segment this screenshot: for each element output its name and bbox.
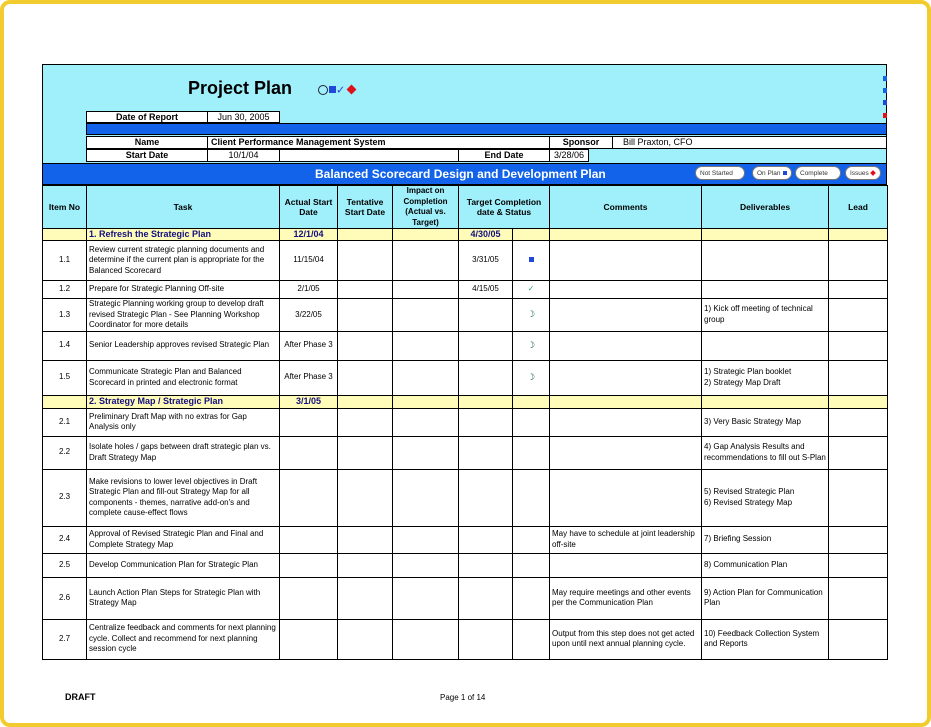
table-row bbox=[43, 241, 888, 281]
task-cell[interactable]: Centralize feedback and comments for next planning cycle. Collect and recommend for next planning session cycle bbox=[87, 619, 280, 659]
item-no: 2.4 bbox=[43, 526, 87, 553]
legend-on-plan bbox=[752, 166, 792, 180]
col-comments: Comments bbox=[550, 186, 702, 229]
actual-start-cell[interactable] bbox=[280, 553, 338, 577]
item-no: 2.7 bbox=[43, 619, 87, 659]
task-cell[interactable]: Preliminary Draft Map with no extras for Gap Analysis only bbox=[87, 408, 280, 436]
red-diamond-icon bbox=[347, 85, 357, 95]
col-deliverables: Deliverables bbox=[702, 186, 829, 229]
section-cell bbox=[550, 229, 702, 241]
legend-not-started bbox=[695, 166, 745, 180]
legend-on-plan-label: On Plan bbox=[757, 170, 781, 177]
table-row bbox=[43, 360, 888, 395]
section-cell bbox=[829, 229, 888, 241]
banner-title: Balanced Scorecard Design and Development Plan bbox=[315, 167, 606, 181]
status-cell bbox=[513, 360, 550, 395]
task-cell[interactable]: Make revisions to lower level objectives in Draft Strategic Plan and fill-out Strategy Map for all components - themes, narrative add-on's and complete cause-effect flows bbox=[87, 469, 280, 526]
impact-cell[interactable] bbox=[393, 299, 459, 332]
tentative-start-cell[interactable] bbox=[338, 436, 393, 469]
target-cell[interactable] bbox=[459, 436, 513, 469]
footer-page-number: Page 1 of 14 bbox=[440, 693, 486, 702]
section-blank bbox=[43, 395, 87, 408]
status-cell bbox=[513, 436, 550, 469]
table-row bbox=[43, 577, 888, 619]
half-moon-icon: ☽ bbox=[526, 339, 536, 350]
target-cell[interactable] bbox=[459, 408, 513, 436]
actual-start-cell[interactable]: 11/15/04 bbox=[280, 241, 338, 281]
col-task: Task bbox=[87, 186, 280, 229]
impact-cell[interactable] bbox=[393, 436, 459, 469]
section-cell bbox=[513, 229, 550, 241]
lead-cell[interactable] bbox=[829, 331, 888, 360]
tentative-start-cell[interactable] bbox=[338, 281, 393, 299]
table-row bbox=[43, 553, 888, 577]
footer-draft: DRAFT bbox=[65, 692, 96, 702]
target-cell[interactable] bbox=[459, 360, 513, 395]
status-cell bbox=[513, 408, 550, 436]
item-no: 2.3 bbox=[43, 469, 87, 526]
end-date-label: End Date bbox=[458, 149, 550, 162]
lead-cell[interactable] bbox=[829, 241, 888, 281]
status-cell bbox=[513, 577, 550, 619]
check-icon: ✓ bbox=[527, 284, 535, 294]
date-of-report-value[interactable]: Jun 30, 2005 bbox=[207, 111, 280, 123]
table-header-row bbox=[43, 186, 888, 229]
item-no: 2.5 bbox=[43, 553, 87, 577]
impact-cell[interactable] bbox=[393, 241, 459, 281]
tentative-start-cell[interactable] bbox=[338, 619, 393, 659]
table-row bbox=[43, 469, 888, 526]
task-cell[interactable]: Launch Action Plan Steps for Strategic Plan with Strategy Map bbox=[87, 577, 280, 619]
blue-square-icon bbox=[529, 257, 534, 262]
col-actual-start: Actual Start Date bbox=[280, 186, 338, 229]
task-cell[interactable]: Senior Leadership approves revised Strategic Plan bbox=[87, 331, 280, 360]
lead-cell[interactable] bbox=[829, 469, 888, 526]
comments-cell[interactable] bbox=[550, 436, 702, 469]
tentative-start-cell[interactable] bbox=[338, 331, 393, 360]
section-cell bbox=[829, 395, 888, 408]
lead-cell[interactable] bbox=[829, 408, 888, 436]
status-cell bbox=[513, 241, 550, 281]
tentative-start-cell[interactable] bbox=[338, 526, 393, 553]
deliverables-cell[interactable]: 7) Briefing Session bbox=[702, 526, 829, 553]
lead-cell[interactable] bbox=[829, 436, 888, 469]
tentative-start-cell[interactable] bbox=[338, 360, 393, 395]
half-moon-icon: ☽ bbox=[526, 309, 536, 319]
target-cell[interactable] bbox=[459, 577, 513, 619]
col-lead: Lead bbox=[829, 186, 888, 229]
item-no: 2.6 bbox=[43, 577, 87, 619]
status-cell bbox=[513, 619, 550, 659]
table-row bbox=[43, 408, 888, 436]
section-target: 4/30/05 bbox=[459, 229, 513, 241]
circle-icon bbox=[318, 85, 328, 95]
target-cell[interactable]: 3/31/05 bbox=[459, 241, 513, 281]
start-date-value[interactable]: 10/1/04 bbox=[207, 149, 280, 162]
actual-start-cell[interactable]: 2/1/05 bbox=[280, 281, 338, 299]
deliverables-cell[interactable]: 3) Very Basic Strategy Map bbox=[702, 408, 829, 436]
status-cell bbox=[513, 281, 550, 299]
item-no: 1.3 bbox=[43, 299, 87, 332]
item-no: 1.5 bbox=[43, 360, 87, 395]
tentative-start-cell[interactable] bbox=[338, 469, 393, 526]
legend-issues bbox=[845, 166, 881, 180]
deliverables-cell[interactable] bbox=[702, 331, 829, 360]
deliverables-cell[interactable]: 1) Kick off meeting of technical group bbox=[702, 299, 829, 332]
edge-marker-blue bbox=[883, 88, 887, 93]
deliverables-cell[interactable]: 9) Action Plan for Communication Plan bbox=[702, 577, 829, 619]
lead-cell[interactable] bbox=[829, 281, 888, 299]
comments-cell[interactable] bbox=[550, 331, 702, 360]
lead-cell[interactable] bbox=[829, 619, 888, 659]
deliverables-cell[interactable]: 8) Communication Plan bbox=[702, 553, 829, 577]
deliverables-cell[interactable] bbox=[702, 281, 829, 299]
comments-cell[interactable] bbox=[550, 469, 702, 526]
lead-cell[interactable] bbox=[829, 553, 888, 577]
status-cell bbox=[513, 553, 550, 577]
col-impact: Impact on Completion (Actual vs. Target) bbox=[393, 186, 459, 229]
impact-cell[interactable] bbox=[393, 619, 459, 659]
section-cell bbox=[393, 229, 459, 241]
check-icon: ✓ bbox=[336, 84, 346, 97]
lead-cell[interactable] bbox=[829, 577, 888, 619]
date-of-report-label: Date of Report bbox=[86, 111, 208, 123]
table-row bbox=[43, 299, 888, 332]
item-no: 1.2 bbox=[43, 281, 87, 299]
section-cell bbox=[702, 395, 829, 408]
start-date-spacer bbox=[279, 149, 459, 162]
status-cell bbox=[513, 299, 550, 332]
task-cell[interactable]: Strategic Planning working group to develop draft revised Strategic Plan - See Planning Workshop Coordinator for more details bbox=[87, 299, 280, 332]
actual-start-cell[interactable] bbox=[280, 469, 338, 526]
edge-marker-blue bbox=[883, 76, 887, 81]
project-plan-table bbox=[42, 185, 888, 660]
red-diamond-icon bbox=[870, 170, 876, 176]
tentative-start-cell[interactable] bbox=[338, 299, 393, 332]
target-cell[interactable] bbox=[459, 619, 513, 659]
edge-marker-blue bbox=[883, 100, 887, 105]
impact-cell[interactable] bbox=[393, 526, 459, 553]
col-target: Target Completion date & Status bbox=[459, 186, 550, 229]
deliverables-cell[interactable]: 1) Strategic Plan booklet 2) Strategy Map Draft bbox=[702, 360, 829, 395]
impact-cell[interactable] bbox=[393, 408, 459, 436]
comments-cell[interactable]: May require meetings and other events per the Communication Plan bbox=[550, 577, 702, 619]
actual-start-cell[interactable] bbox=[280, 408, 338, 436]
legend-complete bbox=[795, 166, 841, 180]
actual-start-cell[interactable] bbox=[280, 436, 338, 469]
page-title: Project Plan bbox=[188, 78, 293, 98]
start-date-label: Start Date bbox=[86, 149, 208, 162]
task-cell[interactable]: Prepare for Strategic Planning Off-site bbox=[87, 281, 280, 299]
task-cell[interactable]: Isolate holes / gaps between draft strategic plan vs. Draft Strategy Map bbox=[87, 436, 280, 469]
deliverables-cell[interactable] bbox=[702, 241, 829, 281]
comments-cell[interactable] bbox=[550, 360, 702, 395]
status-cell bbox=[513, 331, 550, 360]
legend-complete-label: Complete bbox=[800, 170, 828, 177]
item-no: 1.4 bbox=[43, 331, 87, 360]
section-cell bbox=[338, 229, 393, 241]
blue-square-icon bbox=[329, 86, 336, 93]
target-cell[interactable] bbox=[459, 553, 513, 577]
lead-cell[interactable] bbox=[829, 299, 888, 332]
task-cell[interactable]: Approval of Revised Strategic Plan and Final and Complete Strategy Map bbox=[87, 526, 280, 553]
actual-start-cell[interactable] bbox=[280, 619, 338, 659]
col-item-no: Item No bbox=[43, 186, 87, 229]
deliverables-cell[interactable]: 10) Feedback Collection System and Reports bbox=[702, 619, 829, 659]
comments-cell[interactable] bbox=[550, 408, 702, 436]
section-cell bbox=[338, 395, 393, 408]
status-cell bbox=[513, 526, 550, 553]
comments-cell[interactable] bbox=[550, 241, 702, 281]
section-cell bbox=[550, 395, 702, 408]
item-no: 1.1 bbox=[43, 241, 87, 281]
section-row bbox=[43, 395, 888, 408]
item-no: 2.2 bbox=[43, 436, 87, 469]
status-legend-icons bbox=[318, 82, 355, 96]
name-label: Name bbox=[86, 136, 208, 149]
status-cell bbox=[513, 469, 550, 526]
lead-cell[interactable] bbox=[829, 360, 888, 395]
col-tentative-start: Tentative Start Date bbox=[338, 186, 393, 229]
edge-marker-red bbox=[883, 113, 887, 118]
legend-issues-label: Issues bbox=[850, 170, 869, 177]
tentative-start-cell[interactable] bbox=[338, 577, 393, 619]
deliverables-cell[interactable]: 5) Revised Strategic Plan 6) Revised Strategy Map bbox=[702, 469, 829, 526]
deliverables-cell[interactable]: 4) Gap Analysis Results and recommendations to fill out S-Plan bbox=[702, 436, 829, 469]
section-row bbox=[43, 229, 888, 241]
legend-not-started-label: Not Started bbox=[700, 170, 733, 177]
tentative-start-cell[interactable] bbox=[338, 553, 393, 577]
section-label: 2. Strategy Map / Strategic Plan bbox=[87, 395, 280, 408]
sponsor-value[interactable]: Bill Praxton, CFO bbox=[612, 136, 887, 149]
table-row bbox=[43, 526, 888, 553]
section-label: 1. Refresh the Strategic Plan bbox=[87, 229, 280, 241]
end-date-value[interactable]: 3/28/06 bbox=[549, 149, 589, 162]
task-cell[interactable]: Communicate Strategic Plan and Balanced Scorecard in printed and electronic format bbox=[87, 360, 280, 395]
impact-cell[interactable] bbox=[393, 281, 459, 299]
comments-cell[interactable] bbox=[550, 299, 702, 332]
table-row bbox=[43, 331, 888, 360]
task-cell[interactable]: Develop Communication Plan for Strategic Plan bbox=[87, 553, 280, 577]
impact-cell[interactable] bbox=[393, 360, 459, 395]
impact-cell[interactable] bbox=[393, 577, 459, 619]
name-value[interactable]: Client Performance Management System bbox=[207, 136, 550, 149]
target-cell[interactable] bbox=[459, 331, 513, 360]
section-cell bbox=[393, 395, 459, 408]
actual-start-cell[interactable]: After Phase 3 bbox=[280, 331, 338, 360]
actual-start-cell[interactable]: After Phase 3 bbox=[280, 360, 338, 395]
item-no: 2.1 bbox=[43, 408, 87, 436]
table-row bbox=[43, 281, 888, 299]
half-moon-icon: ☽ bbox=[526, 371, 536, 382]
header-blue-band bbox=[86, 123, 887, 135]
table-row bbox=[43, 436, 888, 469]
tentative-start-cell[interactable] bbox=[338, 241, 393, 281]
actual-start-cell[interactable] bbox=[280, 577, 338, 619]
section-cell bbox=[702, 229, 829, 241]
section-blank bbox=[43, 229, 87, 241]
comments-cell[interactable] bbox=[550, 553, 702, 577]
target-cell[interactable]: 4/15/05 bbox=[459, 281, 513, 299]
target-cell[interactable] bbox=[459, 526, 513, 553]
task-cell[interactable]: Review current strategic planning documents and determine if the current plan is appropriate for the Balanced Scorecard bbox=[87, 241, 280, 281]
table-row bbox=[43, 619, 888, 659]
lead-cell[interactable] bbox=[829, 526, 888, 553]
comments-cell[interactable]: May have to schedule at joint leadership off-site bbox=[550, 526, 702, 553]
target-cell[interactable] bbox=[459, 299, 513, 332]
sponsor-label: Sponsor bbox=[549, 136, 613, 149]
blue-square-icon bbox=[783, 171, 787, 175]
section-cell bbox=[459, 395, 513, 408]
section-actual: 12/1/04 bbox=[280, 229, 338, 241]
section-cell bbox=[513, 395, 550, 408]
impact-cell[interactable] bbox=[393, 469, 459, 526]
comments-cell[interactable] bbox=[550, 281, 702, 299]
tentative-start-cell[interactable] bbox=[338, 408, 393, 436]
comments-cell[interactable]: Output from this step does not get acted upon until next annual planning cycle. bbox=[550, 619, 702, 659]
target-cell[interactable] bbox=[459, 469, 513, 526]
section-actual: 3/1/05 bbox=[280, 395, 338, 408]
actual-start-cell[interactable] bbox=[280, 526, 338, 553]
impact-cell[interactable] bbox=[393, 331, 459, 360]
actual-start-cell[interactable]: 3/22/05 bbox=[280, 299, 338, 332]
impact-cell[interactable] bbox=[393, 553, 459, 577]
